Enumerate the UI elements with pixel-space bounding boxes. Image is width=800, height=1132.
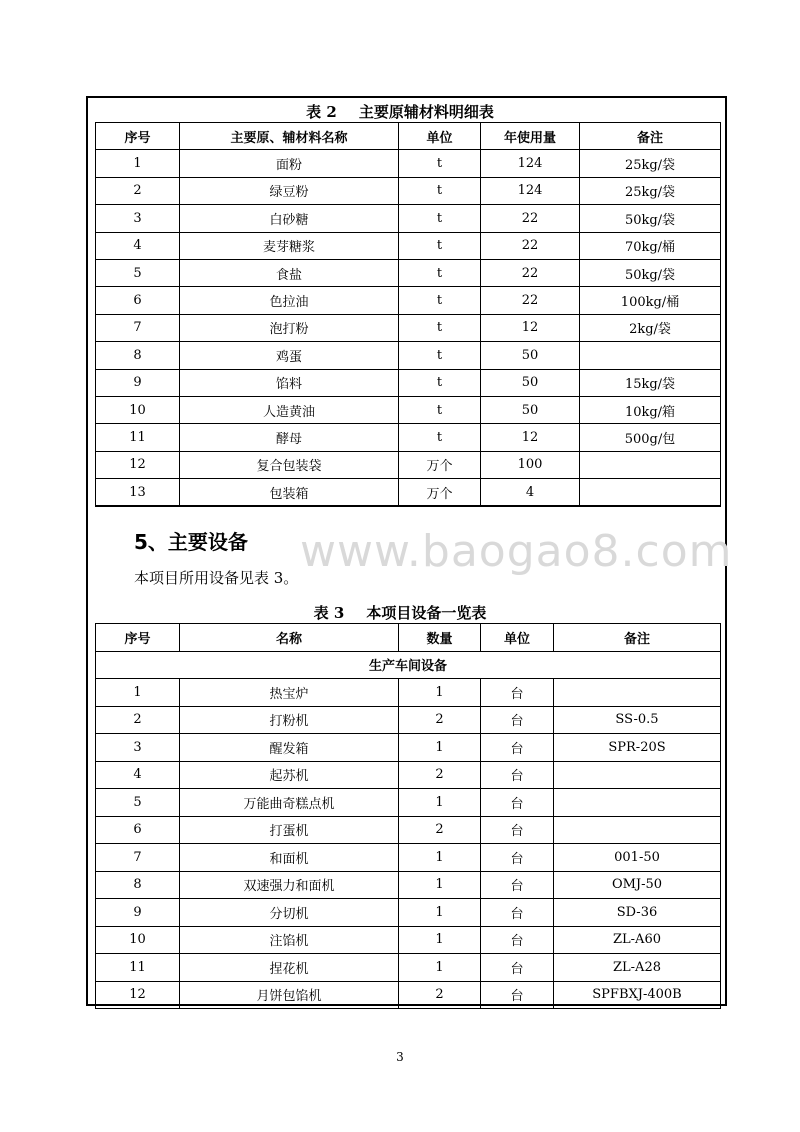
table-cell: t: [399, 342, 481, 369]
table-cell: 双速强力和面机: [180, 871, 399, 899]
table-cell: 台: [481, 981, 554, 1009]
section-title: 5、主要设备: [134, 530, 248, 554]
table-cell: 22: [481, 205, 580, 232]
table-cell: 注馅机: [180, 926, 399, 954]
header-cell: 单位: [399, 123, 481, 150]
table-header-row: [96, 123, 721, 150]
table-row: [96, 150, 721, 177]
table-cell: 22: [481, 287, 580, 314]
table-cell: 食盐: [180, 259, 399, 286]
table-row: [96, 926, 721, 954]
table-cell: 1: [399, 844, 481, 872]
table-cell: t: [399, 232, 481, 259]
table3-caption: [0, 602, 800, 623]
table-cell: 9: [96, 899, 180, 927]
table-cell: 1: [399, 899, 481, 927]
table-cell: 2: [399, 981, 481, 1009]
table-cell: 月饼包馅机: [180, 981, 399, 1009]
table-cell: 5: [96, 789, 180, 817]
table-cell: [554, 679, 721, 707]
table-cell: 万能曲奇糕点机: [180, 789, 399, 817]
table-cell: 色拉油: [180, 287, 399, 314]
table-cell: OMJ-50: [554, 871, 721, 899]
table-row: [96, 369, 721, 396]
table-cell: 3: [96, 205, 180, 232]
table-row: [96, 734, 721, 762]
table-row: [96, 259, 721, 286]
table-row: [96, 177, 721, 204]
table-cell: 124: [481, 177, 580, 204]
table-row: [96, 232, 721, 259]
table-cell: 1: [96, 150, 180, 177]
table-cell: 50kg/袋: [580, 259, 721, 286]
table-cell: t: [399, 424, 481, 451]
table-cell: [554, 816, 721, 844]
table-cell: SPR-20S: [554, 734, 721, 762]
table-cell: 12: [481, 314, 580, 341]
table-cell: 25kg/袋: [580, 150, 721, 177]
table-cell: 1: [96, 679, 180, 707]
page-number: 3: [396, 1050, 404, 1064]
table-cell: t: [399, 205, 481, 232]
table-row: [96, 816, 721, 844]
table-cell: 22: [481, 232, 580, 259]
table-cell: 100kg/桶: [580, 287, 721, 314]
header-cell: 名称: [180, 624, 399, 652]
table-cell: 25kg/袋: [580, 177, 721, 204]
table2-caption: [0, 101, 800, 122]
table-row: [96, 706, 721, 734]
table-row: [96, 789, 721, 817]
table-cell: t: [399, 287, 481, 314]
table-cell: 2: [399, 816, 481, 844]
table-cell: 打蛋机: [180, 816, 399, 844]
table-cell: ZL-A28: [554, 954, 721, 982]
table-cell: 1: [399, 871, 481, 899]
header-cell: 序号: [96, 624, 180, 652]
table-cell: 2kg/袋: [580, 314, 721, 341]
table-cell: 50kg/袋: [580, 205, 721, 232]
header-cell: 单位: [481, 624, 554, 652]
table-cell: 11: [96, 424, 180, 451]
table-cell: 台: [481, 844, 554, 872]
table-cell: [580, 479, 721, 506]
table-row: [96, 844, 721, 872]
table-cell: 台: [481, 926, 554, 954]
table-cell: 15kg/袋: [580, 369, 721, 396]
table-cell: 1: [399, 789, 481, 817]
table-cell: ZL-A60: [554, 926, 721, 954]
table-cell: 1: [399, 954, 481, 982]
table-cell: 8: [96, 871, 180, 899]
section-paragraph: 本项目所用设备见表 3。: [134, 569, 299, 587]
table-cell: t: [399, 259, 481, 286]
table-cell: t: [399, 177, 481, 204]
table-row: [96, 479, 721, 506]
table-cell: 酵母: [180, 424, 399, 451]
table-cell: t: [399, 150, 481, 177]
table-cell: SPFBXJ-400B: [554, 981, 721, 1009]
table-cell: 10kg/箱: [580, 396, 721, 423]
table-cell: 70kg/桶: [580, 232, 721, 259]
equipment-table: [95, 623, 721, 1009]
header-cell: 年使用量: [481, 123, 580, 150]
table-cell: 7: [96, 844, 180, 872]
table-row: [96, 871, 721, 899]
table-cell: 4: [96, 232, 180, 259]
group-label: 生产车间设备: [96, 651, 721, 679]
table-cell: 6: [96, 816, 180, 844]
table-cell: 50: [481, 396, 580, 423]
table-cell: 台: [481, 789, 554, 817]
table-cell: 台: [481, 871, 554, 899]
table-cell: 馅料: [180, 369, 399, 396]
table-cell: SS-0.5: [554, 706, 721, 734]
table-cell: 分切机: [180, 899, 399, 927]
table-cell: 醒发箱: [180, 734, 399, 762]
table-cell: 打粉机: [180, 706, 399, 734]
header-cell: 主要原、辅材料名称: [180, 123, 399, 150]
materials-table: [95, 122, 721, 507]
table-cell: 5: [96, 259, 180, 286]
table-row: [96, 761, 721, 789]
table-cell: 2: [399, 706, 481, 734]
table-cell: 500g/包: [580, 424, 721, 451]
table-row: [96, 314, 721, 341]
table-cell: 1: [399, 679, 481, 707]
table-cell: 包装箱: [180, 479, 399, 506]
table-cell: 6: [96, 287, 180, 314]
table2-caption-number: 表 2: [306, 103, 337, 121]
table-cell: 面粉: [180, 150, 399, 177]
table-cell: 9: [96, 369, 180, 396]
table-cell: t: [399, 396, 481, 423]
table-cell: 124: [481, 150, 580, 177]
table-cell: 12: [481, 424, 580, 451]
table-cell: 2: [96, 706, 180, 734]
table-cell: [554, 789, 721, 817]
table-cell: [554, 761, 721, 789]
table-cell: 12: [96, 981, 180, 1009]
table-cell: 10: [96, 926, 180, 954]
table-cell: [580, 451, 721, 478]
table-cell: 万个: [399, 479, 481, 506]
header-cell: 序号: [96, 123, 180, 150]
table-cell: 4: [481, 479, 580, 506]
table-cell: SD-36: [554, 899, 721, 927]
table-cell: t: [399, 314, 481, 341]
table-cell: 起苏机: [180, 761, 399, 789]
table-cell: t: [399, 369, 481, 396]
table-row: [96, 679, 721, 707]
table-row: [96, 396, 721, 423]
table-cell: 11: [96, 954, 180, 982]
table-cell: 13: [96, 479, 180, 506]
table-cell: 捏花机: [180, 954, 399, 982]
table-cell: 001-50: [554, 844, 721, 872]
table-cell: 1: [399, 734, 481, 762]
table-cell: 12: [96, 451, 180, 478]
table-cell: 人造黄油: [180, 396, 399, 423]
table-cell: 万个: [399, 451, 481, 478]
watermark: www.baogao8.com: [300, 526, 733, 577]
table-cell: 和面机: [180, 844, 399, 872]
table-cell: 热宝炉: [180, 679, 399, 707]
table-cell: [580, 342, 721, 369]
table-cell: 鸡蛋: [180, 342, 399, 369]
table-row: [96, 981, 721, 1009]
table-row: [96, 287, 721, 314]
table-cell: 白砂糖: [180, 205, 399, 232]
table-row: [96, 899, 721, 927]
table-cell: 1: [399, 926, 481, 954]
table3-caption-number: 表 3: [313, 604, 345, 622]
table-cell: 台: [481, 816, 554, 844]
header-cell: 数量: [399, 624, 481, 652]
table-row: [96, 342, 721, 369]
table-cell: 50: [481, 342, 580, 369]
table-cell: 台: [481, 679, 554, 707]
table-row: [96, 424, 721, 451]
table-cell: 泡打粉: [180, 314, 399, 341]
table-cell: 22: [481, 259, 580, 286]
table-cell: 台: [481, 706, 554, 734]
table-row: [96, 205, 721, 232]
table-row: [96, 451, 721, 478]
table-cell: 4: [96, 761, 180, 789]
table-cell: 复合包装袋: [180, 451, 399, 478]
table2-caption-title: 主要原辅材料明细表: [358, 103, 494, 121]
table-cell: 台: [481, 734, 554, 762]
header-cell: 备注: [554, 624, 721, 652]
table-cell: 2: [96, 177, 180, 204]
table-cell: 麦芽糖浆: [180, 232, 399, 259]
table-cell: 台: [481, 899, 554, 927]
table-cell: 3: [96, 734, 180, 762]
table-row: [96, 954, 721, 982]
table3-caption-title: 本项目设备一览表: [366, 604, 487, 622]
table-cell: 100: [481, 451, 580, 478]
table-cell: 50: [481, 369, 580, 396]
group-row: [96, 651, 721, 679]
header-cell: 备注: [580, 123, 721, 150]
table-cell: 台: [481, 954, 554, 982]
table-cell: 绿豆粉: [180, 177, 399, 204]
table-header-row: [96, 624, 721, 652]
table-cell: 7: [96, 314, 180, 341]
table-cell: 10: [96, 396, 180, 423]
table-cell: 台: [481, 761, 554, 789]
table-cell: 8: [96, 342, 180, 369]
table-cell: 2: [399, 761, 481, 789]
